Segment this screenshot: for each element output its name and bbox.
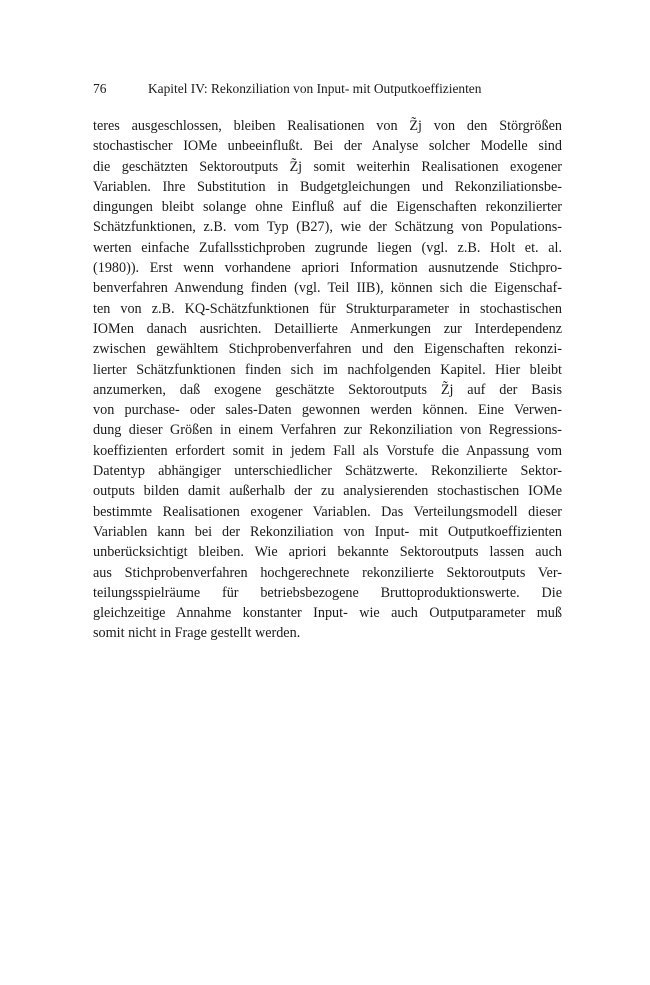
text-line: aus Stichprobenverfahren hochgerechnete rekonzilierte Sektoroutputs Ver-	[93, 564, 562, 581]
text-line: zwischen gewähltem Stichprobenverfahren und den Eigenschaften rekonzi-	[93, 341, 562, 358]
text-line: dingungen bleibt solange ohne Einfluß auf die Eigenschaften rekonzilierter	[93, 199, 562, 216]
text-line: koeffizienten erfordert somit in jedem Fall als Vorstufe die Anpassung vom	[93, 442, 562, 459]
running-head	[93, 79, 563, 99]
text-line: die geschätzten Sektoroutputs Z̃j somit weiterhin Realisationen exogener	[93, 158, 562, 175]
chapter-title: Kapitel IV: Rekonziliation von Input- mit Outputkoeffizienten	[148, 81, 482, 96]
text-line: outputs bilden damit außerhalb der zu analysierenden stochastischen IOMe	[93, 483, 562, 500]
text-line: teres ausgeschlossen, bleiben Realisationen von Z̃j von den Störgrößen	[93, 118, 562, 134]
text-line: stochastischer IOMe unbeeinflußt. Bei der Analyse solcher Modelle sind	[93, 138, 562, 155]
text-line: gleichzeitige Annahme konstanter Input- wie auch Outputparameter muß	[93, 605, 562, 622]
text-line: (1980)). Erst wenn vorhandene apriori Information ausnutzende Stichpro-	[93, 260, 562, 277]
text-line: Variablen kann bei der Rekonziliation von Input- mit Outputkoeffizienten	[93, 523, 562, 540]
text-line: teilungsspielräume für betriebsbezogene Bruttoproduktionswerte. Die	[93, 584, 562, 601]
text-line: von purchase- oder sales-Daten gewonnen werden können. Eine Verwen-	[93, 402, 562, 419]
text-line: Schätzfunktionen, z.B. vom Typ (B27), wie der Schätzung von Populations-	[93, 219, 562, 236]
text-line: ten von z.B. KQ-Schätzfunktionen für Strukturparameter in stochastischen	[93, 300, 562, 317]
text-line: Variablen. Ihre Substitution in Budgetgleichungen und Rekonziliationsbe-	[93, 178, 562, 195]
text-line: werten einfache Zufallsstichproben zugrunde liegen (vgl. z.B. Holt et. al.	[93, 239, 562, 256]
page-number: 76	[93, 81, 107, 96]
text-line: benverfahren Anwendung finden (vgl. Teil IIB), können sich die Eigenschaf-	[93, 280, 562, 297]
text-line: lierter Schätzfunktionen finden sich im nachfolgenden Kapitel. Hier bleibt	[93, 361, 562, 378]
body-paragraph	[93, 116, 562, 644]
text-line: dung dieser Größen in einem Verfahren zur Rekonziliation von Regressions-	[93, 422, 562, 439]
text-line: bestimmte Realisationen exogener Variablen. Das Verteilungsmodell dieser	[93, 503, 562, 520]
text-line: unberücksichtigt bleiben. Wie apriori bekannte Sektoroutputs lassen auch	[93, 544, 562, 561]
text-line: somit nicht in Frage gestellt werden.	[93, 625, 301, 642]
text-line: Datentyp abhängiger unterschiedlicher Schätzwerte. Rekonzilierte Sektor-	[93, 463, 562, 480]
text-line: IOMen danach ausrichten. Detaillierte Anmerkungen zur Interdependenz	[93, 320, 562, 337]
text-line: anzumerken, daß exogene geschätzte Sektoroutputs Z̃j auf der Basis	[93, 381, 562, 398]
